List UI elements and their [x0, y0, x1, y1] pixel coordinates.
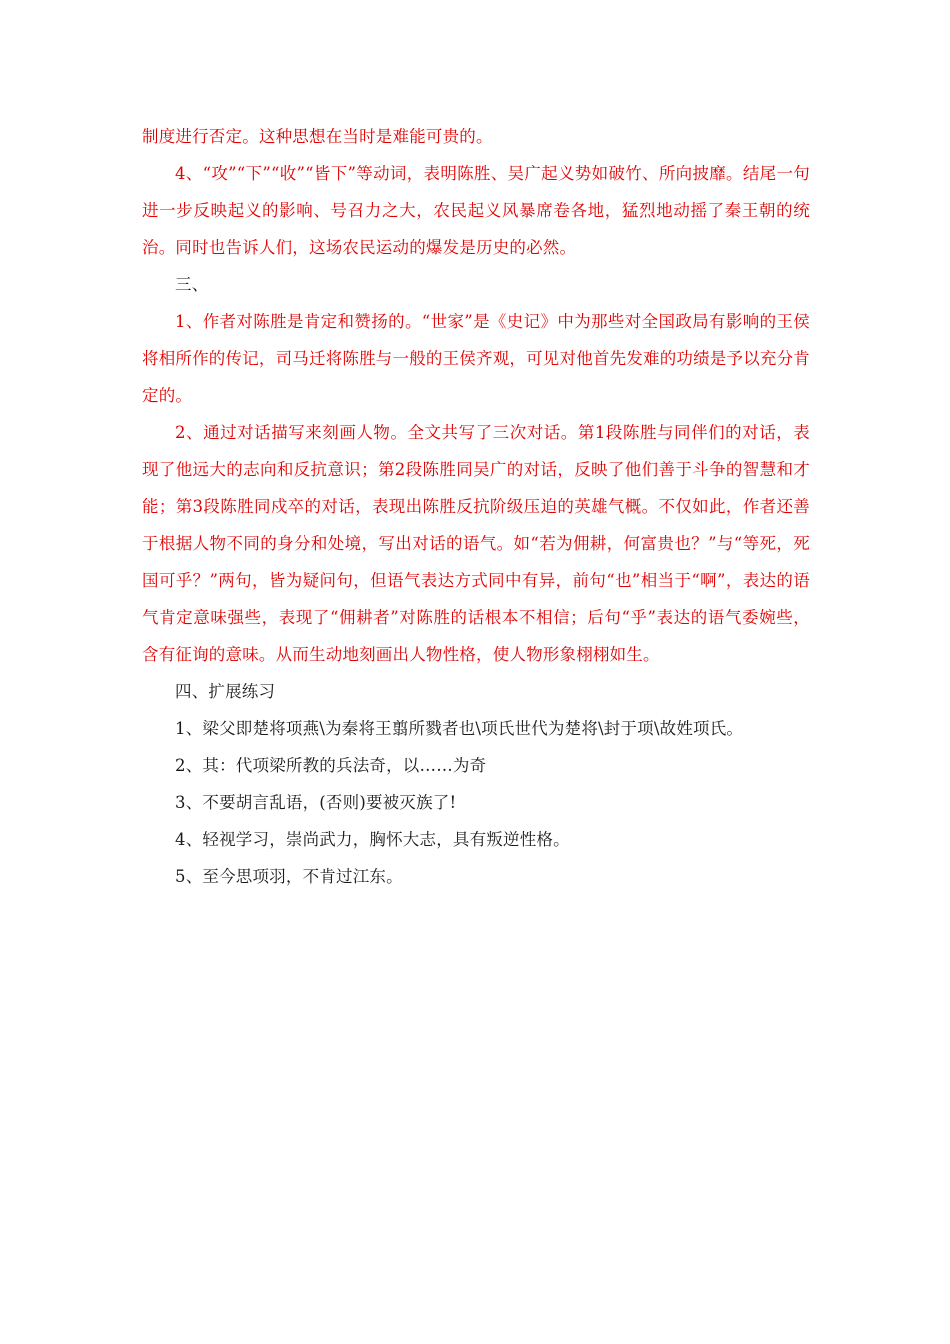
- section-3-item-2: 2、通过对话描写来刻画人物。全文共写了三次对话。第1段陈胜与同伴们的对话，表现了他远大的志向和反抗意识；第2段陈胜同吴广的对话，反映了他们善于斗争的智慧和才能；第3段陈胜同戍卒的对话，表现出陈胜反抗阶级压迫的英雄气概。不仅如此，作者还善于根据人物不同的身分和处境，写出对话的语气。如“若为佣耕，何富贵也？”与“等死，死国可乎？”两句，皆为疑问句，但语气表达方式同中有异，前句“也”相当于“啊”，表达的语气肯定意味强些，表现了“佣耕者”对陈胜的话根本不相信；后句“乎”表达的语气委婉些，含有征询的意味。从而生动地刻画出人物性格，使人物形象栩栩如生。: [142, 423, 810, 664]
- section-4-item-2: 2、其：代项梁所教的兵法奇，以……为奇: [175, 756, 487, 775]
- section-4-item-4: 4、轻视学习，崇尚武力，胸怀大志，具有叛逆性格。: [175, 830, 570, 849]
- paragraph-continuation: 制度进行否定。这种思想在当时是难能可贵的。: [142, 127, 493, 146]
- section-4-item-5: 5、至今思项羽，不肯过江东。: [175, 867, 403, 886]
- section-3-item-1: 1、作者对陈胜是肯定和赞扬的。“世家”是《史记》中为那些对全国政局有影响的王侯将相所作的传记，司马迁将陈胜与一般的王侯齐观，可见对他首先发难的功绩是予以充分肯定的。: [142, 312, 810, 405]
- document-body: [142, 118, 810, 895]
- section-4-item-1: 1、梁父即楚将项燕\为秦将王翦所戮者也\项氏世代为楚将\封于项\故姓项氏。: [175, 719, 744, 738]
- answer-item-4: 4、“攻”“下”“收”“皆下”等动词，表明陈胜、吴广起义势如破竹、所向披靡。结尾一句进一步反映起义的影响、号召力之大，农民起义风暴席卷各地，猛烈地动摇了秦王朝的统治。同时也告诉人们，这场农民运动的爆发是历史的必然。: [142, 164, 810, 257]
- section-3-heading: 三、: [175, 275, 209, 294]
- section-4-heading: 四、扩展练习: [175, 682, 276, 701]
- section-4-item-3: 3、不要胡言乱语，(否则)要被灭族了!: [175, 793, 457, 812]
